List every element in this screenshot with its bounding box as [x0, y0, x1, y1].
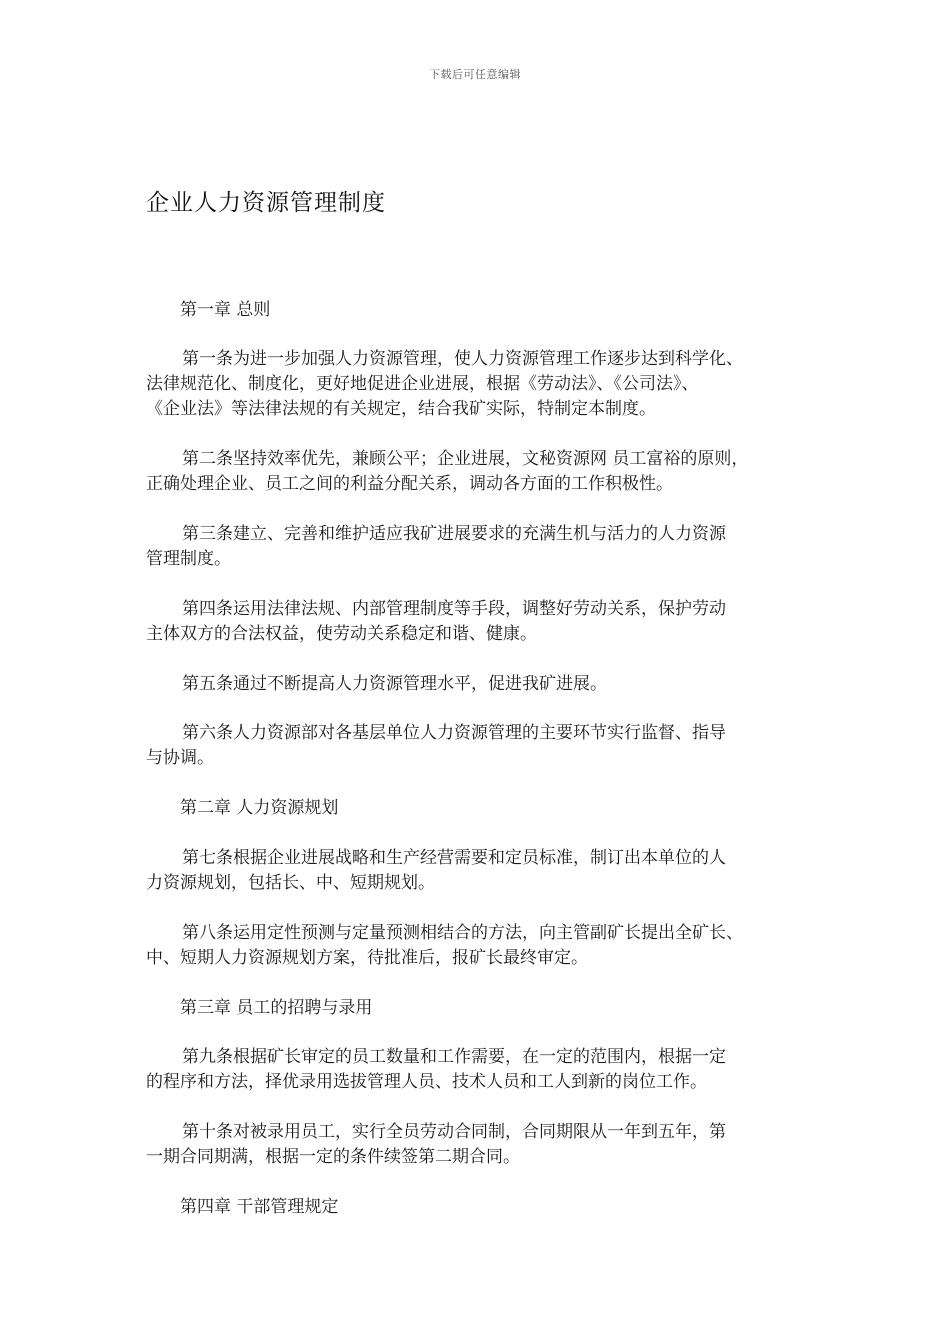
text-line: 第四条运用法律法规、内部管理制度等手段，调整好劳动关系，保护劳动 — [182, 599, 726, 619]
article-paragraph — [146, 597, 811, 647]
chapter-heading — [180, 796, 338, 821]
text-line: 第八条运用定性预测与定量预测相结合的方法，向主管副矿长提出全矿长、 — [182, 923, 743, 943]
text-line: 管理制度。 — [146, 549, 231, 569]
text-line: 第五条通过不断提高人力资源管理水平，促进我矿进展。 — [182, 674, 607, 694]
text-line: 第一章 总则 — [180, 300, 271, 320]
text-line: 第四章 干部管理规定 — [180, 1197, 339, 1217]
text-line: 力资源规划，包括长、中、短期规划。 — [146, 873, 435, 893]
article-paragraph — [146, 721, 811, 771]
text-line: 第六条人力资源部对各基层单位人力资源管理的主要环节实行监督、指导 — [182, 723, 726, 743]
article-paragraph — [146, 672, 811, 697]
text-line: 《企业法》等法律法规的有关规定，结合我矿实际，特制定本制度。 — [146, 399, 656, 419]
chapter-heading — [180, 298, 270, 323]
article-paragraph — [146, 846, 811, 896]
text-line: 与协调。 — [146, 748, 214, 768]
text-line: 法律规范化、制度化，更好地促进企业进展，根据《劳动法》、《公司法》、 — [146, 374, 699, 394]
article-paragraph — [146, 522, 811, 572]
text-line: 中、短期人力资源规划方案，待批准后，报矿长最终审定。 — [146, 948, 588, 968]
text-line: 第一条为进一步加强人力资源管理，使人力资源管理工作逐步达到科学化、 — [182, 349, 743, 369]
text-line: 正确处理企业、员工之间的利益分配关系，调动各方面的工作积极性。 — [146, 474, 673, 494]
article-paragraph — [146, 921, 811, 971]
text-line: 第二章 人力资源规划 — [180, 798, 339, 818]
text-line: 的程序和方法，择优录用选拔管理人员、技术人员和工人到新的岗位工作。 — [146, 1072, 707, 1092]
text-line: 第七条根据企业进展战略和生产经营需要和定员标准，制订出本单位的人 — [182, 848, 726, 868]
article-paragraph — [146, 447, 811, 497]
article-paragraph — [146, 1045, 811, 1095]
text-line: 第二条坚持效率优先，兼顾公平；企业进展，文秘资源网 员工富裕的原则， — [182, 449, 749, 469]
text-line: 一期合同期满，根据一定的条件续签第二期合同。 — [146, 1147, 520, 1167]
article-paragraph — [146, 1120, 811, 1170]
document-title: 企业人力资源管理制度 — [146, 190, 386, 216]
text-line: 第三条建立、完善和维护适应我矿进展要求的充满生机与活力的人力资源 — [182, 524, 726, 544]
chapter-heading — [180, 996, 372, 1021]
text-line: 第三章 员工的招聘与录用 — [180, 998, 373, 1018]
text-line: 第九条根据矿长审定的员工数量和工作需要，在一定的范围内，根据一定 — [182, 1047, 726, 1067]
header-note: 下载后可任意编辑 — [429, 68, 521, 81]
article-paragraph — [146, 347, 811, 422]
text-line: 主体双方的合法权益，使劳动关系稳定和谐、健康。 — [146, 624, 537, 644]
text-line: 第十条对被录用员工，实行全员劳动合同制，合同期限从一年到五年，第 — [182, 1122, 726, 1142]
chapter-heading — [180, 1195, 338, 1220]
